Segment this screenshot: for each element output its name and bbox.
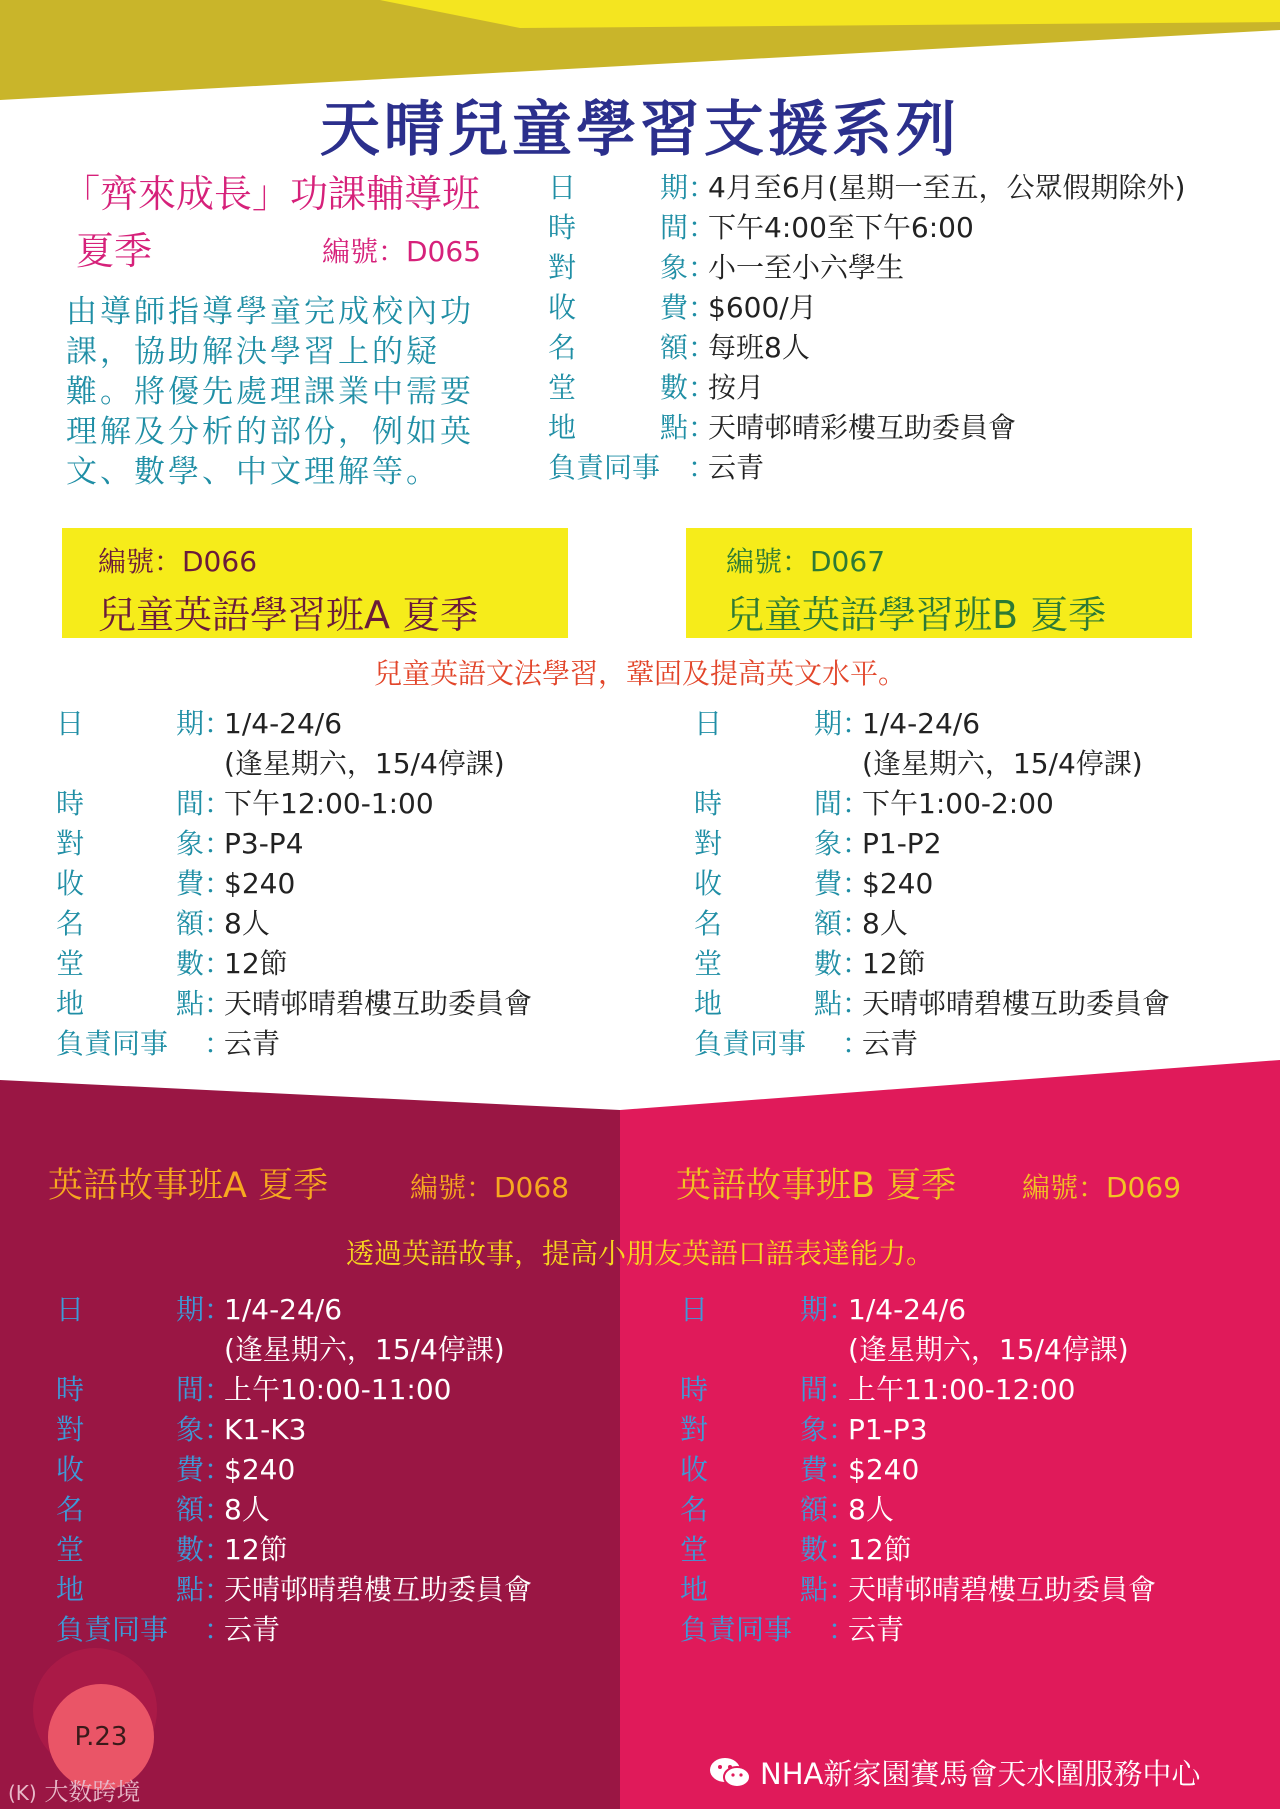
info-colon: ： <box>688 171 717 204</box>
info-value: (逢星期六，15/4停課) <box>848 1333 1129 1366</box>
d065-info-table <box>548 168 1185 488</box>
info-label: 日 期 <box>548 171 688 204</box>
info-value: 12節 <box>848 1533 912 1566</box>
info-row <box>56 864 532 904</box>
info-label: 地 點 <box>680 1573 828 1606</box>
d068-course-name: 英語故事班A 夏季 <box>48 1166 329 1206</box>
info-label: 日 期 <box>56 1293 204 1326</box>
info-row <box>56 1490 532 1530</box>
info-label: 堂 數 <box>56 1533 204 1566</box>
info-colon: ： <box>842 827 871 860</box>
info-colon: ： <box>204 1413 233 1446</box>
info-value: 云青 <box>848 1613 905 1646</box>
info-label: 對 象 <box>680 1413 828 1446</box>
info-row <box>56 704 532 744</box>
d065-season: 夏季 <box>76 229 153 273</box>
info-colon: ： <box>688 451 717 484</box>
info-value: $240 <box>224 1453 296 1486</box>
info-colon: ： <box>688 251 717 284</box>
info-row <box>694 904 1170 944</box>
info-colon <box>842 744 862 784</box>
info-colon: ： <box>828 1613 857 1646</box>
footer-text: NHA新家園賽馬會天水圍服務中心 <box>760 1757 1201 1791</box>
info-label: 堂 數 <box>548 371 688 404</box>
info-row <box>56 944 532 984</box>
d069-course-name: 英語故事班B 夏季 <box>676 1166 957 1206</box>
info-row <box>56 784 532 824</box>
info-label: 收 費 <box>694 867 842 900</box>
info-value: P1-P2 <box>862 827 942 860</box>
info-label: 收 費 <box>548 291 688 324</box>
d065-description: 由導師指導學童完成校內功課，協助解決學習上的疑難。將優先處理課業中需要理解及分析的部份，例如英文、數學、中文理解等。 <box>66 294 474 490</box>
info-colon: ： <box>828 1453 857 1486</box>
info-row <box>548 408 1185 448</box>
info-row <box>548 328 1185 368</box>
d066-course-name: 兒童英語學習班A 夏季 <box>98 593 479 637</box>
info-value: P3-P4 <box>224 827 304 860</box>
info-row <box>548 368 1185 408</box>
info-value: (逢星期六，15/4停課) <box>224 1333 505 1366</box>
info-colon: ： <box>204 1613 233 1646</box>
info-colon: ： <box>688 331 717 364</box>
info-label: 地 點 <box>56 1573 204 1606</box>
info-value: 天晴邨晴彩樓互助委員會 <box>708 411 1017 444</box>
footer-org <box>708 1752 1200 1793</box>
info-row <box>56 744 532 784</box>
info-row <box>548 448 1185 488</box>
d065-code: 編號：D065 <box>322 235 482 268</box>
info-row <box>680 1450 1156 1490</box>
d068-info-table <box>56 1290 532 1650</box>
info-row <box>548 168 1185 208</box>
info-value: 12節 <box>224 947 288 980</box>
info-colon: ： <box>828 1293 857 1326</box>
info-label: 對 象 <box>56 827 204 860</box>
watermark <box>8 1772 140 1807</box>
d066-info-table <box>56 704 532 1064</box>
info-colon: ： <box>828 1493 857 1526</box>
info-value: 12節 <box>224 1533 288 1566</box>
info-value: K1-K3 <box>224 1413 307 1446</box>
info-row <box>694 1024 1170 1064</box>
info-value: 小一至小六學生 <box>708 251 905 284</box>
info-label: 堂 數 <box>680 1533 828 1566</box>
info-label: 負責同事 <box>56 1613 169 1646</box>
info-label <box>56 744 204 784</box>
info-colon <box>204 1330 224 1370</box>
info-label: 負責同事 <box>56 1027 169 1060</box>
info-label: 堂 數 <box>56 947 204 980</box>
info-colon <box>828 1330 848 1370</box>
info-value: 1/4-24/6 <box>862 707 981 740</box>
info-label: 收 費 <box>56 1453 204 1486</box>
info-label: 名 額 <box>694 907 842 940</box>
d069-code: 編號：D069 <box>1022 1171 1182 1204</box>
d068-code: 編號：D068 <box>410 1171 570 1204</box>
info-colon: ： <box>842 1027 871 1060</box>
page-title: 天晴兒童學習支援系列 <box>320 95 960 165</box>
info-label <box>694 744 842 784</box>
info-colon: ： <box>688 411 717 444</box>
info-label: 時 間 <box>694 787 842 820</box>
info-label <box>680 1330 828 1370</box>
info-label: 日 期 <box>694 707 842 740</box>
wechat-icon <box>708 1755 752 1791</box>
info-value: 1/4-24/6 <box>224 707 343 740</box>
info-row <box>56 824 532 864</box>
info-label: 收 費 <box>56 867 204 900</box>
info-value: 云青 <box>862 1027 919 1060</box>
info-value: 天晴邨晴碧樓互助委員會 <box>224 987 533 1020</box>
info-value: 云青 <box>224 1613 281 1646</box>
info-colon: ： <box>828 1413 857 1446</box>
info-row <box>694 704 1170 744</box>
info-colon: ： <box>842 907 871 940</box>
info-row <box>56 1410 532 1450</box>
info-value: 8人 <box>224 907 270 940</box>
d066-header-box <box>62 528 568 638</box>
info-row <box>56 1024 532 1064</box>
info-row <box>56 1610 532 1650</box>
info-row <box>548 248 1185 288</box>
info-label: 地 點 <box>694 987 842 1020</box>
info-value: (逢星期六，15/4停課) <box>224 747 505 780</box>
info-colon: ： <box>204 1293 233 1326</box>
info-colon: ： <box>828 1533 857 1566</box>
info-label: 對 象 <box>548 251 688 284</box>
info-row <box>680 1530 1156 1570</box>
info-label: 時 間 <box>56 787 204 820</box>
info-colon: ： <box>842 867 871 900</box>
d065-course-name: 「齊來成長」功課輔導班 <box>62 172 481 216</box>
info-label: 名 額 <box>56 1493 204 1526</box>
info-label <box>56 1330 204 1370</box>
info-label: 堂 數 <box>694 947 842 980</box>
info-colon: ： <box>842 987 871 1020</box>
info-label: 地 點 <box>56 987 204 1020</box>
info-colon: ： <box>204 907 233 940</box>
info-label: 時 間 <box>56 1373 204 1406</box>
info-colon: ： <box>828 1373 857 1406</box>
info-colon: ： <box>204 1493 233 1526</box>
info-row <box>548 208 1185 248</box>
page-number: P.23 <box>74 1722 128 1752</box>
info-label: 名 額 <box>680 1493 828 1526</box>
info-colon: ： <box>842 707 871 740</box>
info-value: 云青 <box>708 451 765 484</box>
info-colon: ： <box>204 707 233 740</box>
watermark-logo-icon: (K) <box>8 1781 37 1805</box>
info-colon: ： <box>204 867 233 900</box>
info-colon <box>204 744 224 784</box>
info-colon: ： <box>204 1027 233 1060</box>
info-value: 8人 <box>224 1493 270 1526</box>
info-colon: ： <box>688 371 717 404</box>
info-label: 時 間 <box>680 1373 828 1406</box>
info-row <box>56 904 532 944</box>
info-row <box>694 864 1170 904</box>
info-value: $240 <box>862 867 934 900</box>
d067-info-table <box>694 704 1170 1064</box>
info-colon: ： <box>204 947 233 980</box>
info-row <box>694 944 1170 984</box>
info-label: 對 象 <box>56 1413 204 1446</box>
info-value: P1-P3 <box>848 1413 928 1446</box>
info-colon: ： <box>204 987 233 1020</box>
info-value: 下午1:00-2:00 <box>862 787 1054 820</box>
info-value: $240 <box>848 1453 920 1486</box>
info-row <box>56 984 532 1024</box>
watermark-text: 大数跨境 <box>44 1778 141 1806</box>
info-value: 12節 <box>862 947 926 980</box>
info-row <box>56 1290 532 1330</box>
info-row <box>56 1450 532 1490</box>
info-colon: ： <box>204 1573 233 1606</box>
d067-header-box <box>686 528 1192 638</box>
d067-course-name: 兒童英語學習班B 夏季 <box>726 593 1107 637</box>
info-value: 下午4:00至下午6:00 <box>708 211 974 244</box>
info-value: $600/月 <box>708 291 817 324</box>
info-value: 上午10:00-11:00 <box>224 1373 452 1406</box>
info-value: 4月至6月(星期一至五，公眾假期除外) <box>708 171 1186 204</box>
info-colon: ： <box>828 1573 857 1606</box>
story-class-banner: 透過英語故事，提高小朋友英語口語表達能力。 <box>345 1237 934 1270</box>
info-value: $240 <box>224 867 296 900</box>
info-value: 8人 <box>848 1493 894 1526</box>
english-class-banner: 兒童英語文法學習，鞏固及提高英文水平。 <box>373 657 906 690</box>
info-label: 名 額 <box>56 907 204 940</box>
info-row <box>694 744 1170 784</box>
info-value: 下午12:00-1:00 <box>224 787 434 820</box>
info-value: 8人 <box>862 907 908 940</box>
info-row <box>694 784 1170 824</box>
info-row <box>694 984 1170 1024</box>
info-row <box>56 1530 532 1570</box>
info-label: 地 點 <box>548 411 688 444</box>
info-label: 時 間 <box>548 211 688 244</box>
info-value: (逢星期六，15/4停課) <box>862 747 1143 780</box>
info-row <box>694 824 1170 864</box>
info-value: 1/4-24/6 <box>224 1293 343 1326</box>
info-colon: ： <box>204 827 233 860</box>
info-label: 負責同事 <box>694 1027 807 1060</box>
info-colon: ： <box>204 1373 233 1406</box>
info-row <box>56 1570 532 1610</box>
info-row <box>56 1330 532 1370</box>
info-label: 負責同事 <box>548 451 661 484</box>
info-value: 上午11:00-12:00 <box>848 1373 1076 1406</box>
info-row <box>680 1410 1156 1450</box>
info-label: 日 期 <box>56 707 204 740</box>
info-value: 1/4-24/6 <box>848 1293 967 1326</box>
info-label: 日 期 <box>680 1293 828 1326</box>
info-row <box>680 1290 1156 1330</box>
info-row <box>548 288 1185 328</box>
info-colon: ： <box>842 787 871 820</box>
info-value: 天晴邨晴碧樓互助委員會 <box>224 1573 533 1606</box>
info-colon: ： <box>688 291 717 324</box>
info-row <box>680 1610 1156 1650</box>
info-value: 按月 <box>708 371 765 404</box>
info-value: 天晴邨晴碧樓互助委員會 <box>862 987 1171 1020</box>
info-value: 云青 <box>224 1027 281 1060</box>
info-label: 對 象 <box>694 827 842 860</box>
info-label: 收 費 <box>680 1453 828 1486</box>
info-row <box>680 1570 1156 1610</box>
info-colon: ： <box>204 1453 233 1486</box>
d067-code: 編號：D067 <box>726 545 886 578</box>
info-row <box>680 1370 1156 1410</box>
info-value: 天晴邨晴碧樓互助委員會 <box>848 1573 1157 1606</box>
d066-code: 編號：D066 <box>98 545 258 578</box>
info-colon: ： <box>204 787 233 820</box>
info-colon: ： <box>688 211 717 244</box>
info-label: 名 額 <box>548 331 688 364</box>
info-colon: ： <box>842 947 871 980</box>
info-row <box>56 1370 532 1410</box>
d069-info-table <box>680 1290 1156 1650</box>
info-value: 每班8人 <box>708 331 810 364</box>
info-label: 負責同事 <box>680 1613 793 1646</box>
info-colon: ： <box>204 1533 233 1566</box>
info-row <box>680 1490 1156 1530</box>
info-row <box>680 1330 1156 1370</box>
